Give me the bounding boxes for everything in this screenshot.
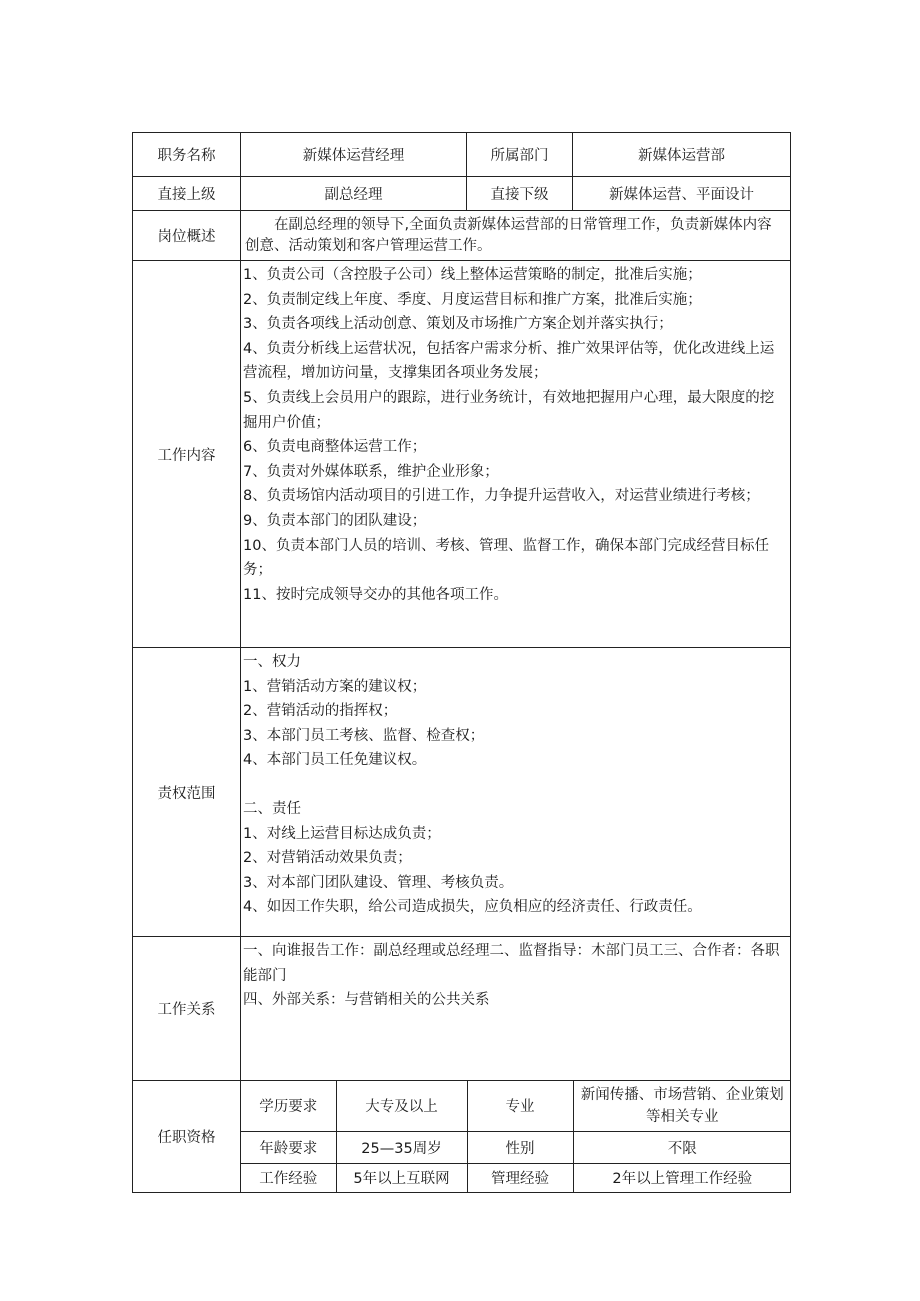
superior-label: 直接上级 <box>133 177 241 211</box>
experience-label: 工作经验 <box>241 1163 336 1192</box>
management-value: 2年以上管理工作经验 <box>612 1171 753 1188</box>
job-title-value: 新媒体运营经理 <box>241 133 467 177</box>
qualification-row <box>241 1081 791 1131</box>
power-item: 1、营销活动方案的建议权； <box>243 678 427 695</box>
duty-item: 1、负责公司（含控股子公司）线上整体运营策略的制定，批准后实施； <box>243 267 702 283</box>
duty-item: 4、负责分析线上运营状况，包括客户需求分析、推广效果评估等，优化改进线上运营流程，增加访问量，支撑集团各项业务发展； <box>243 340 775 382</box>
qualifications-cell <box>241 1081 791 1193</box>
education-value: 大专及以上 <box>336 1081 467 1131</box>
relations-line: 四、外部关系：与营销相关的公共关系 <box>243 992 490 1009</box>
duty-item: 6、负责电商整体运营工作； <box>243 439 427 456</box>
spacer <box>243 773 786 797</box>
management-label: 管理经验 <box>467 1163 573 1192</box>
relations-line: 一、向谁报告工作：副总经理或总经理二、监督指导：木部门员工三、合作者：各职能部门 <box>243 943 780 984</box>
authority-label: 责权范围 <box>133 648 241 937</box>
job-description-table <box>132 132 791 1193</box>
duty-item: 11、按时完成领导交办的其他各项工作。 <box>243 586 508 603</box>
responsibility-item: 4、如因工作失职，给公司造成损失，应负相应的经济责任、行政责任。 <box>243 899 702 916</box>
qualification-row <box>241 1163 791 1192</box>
responsibility-item: 2、对营销活动效果负责； <box>243 850 412 867</box>
power-heading: 一、权力 <box>243 654 301 670</box>
row-superior-subordinate <box>133 177 791 211</box>
experience-value: 5年以上互联网 <box>336 1163 467 1192</box>
age-value: 25—35周岁 <box>336 1131 467 1163</box>
row-title-dept <box>133 133 791 177</box>
power-item: 2、营销活动的指挥权； <box>243 703 398 720</box>
duties-label: 工作内容 <box>133 261 241 648</box>
row-duties <box>133 261 791 648</box>
relations-label: 工作关系 <box>133 937 241 1081</box>
age-label: 年龄要求 <box>241 1131 336 1163</box>
gender-label: 性别 <box>467 1131 573 1163</box>
row-qualifications <box>133 1081 791 1193</box>
power-item: 3、本部门员工考核、监督、检查权； <box>243 727 485 744</box>
duties-list <box>241 261 791 648</box>
row-relations <box>133 937 791 1081</box>
row-overview <box>133 211 791 261</box>
duty-item: 5、负责线上会员用户的跟踪，进行业务统计，有效地把握用户心理，最大限度的挖掘用户价值； <box>243 389 775 431</box>
responsibility-item: 3、对本部门团队建设、管理、考核负责。 <box>243 874 514 891</box>
duty-item: 7、负责对外媒体联系，维护企业形象； <box>243 463 499 480</box>
qualifications-table <box>241 1081 791 1192</box>
superior-value: 副总经理 <box>241 177 467 211</box>
duty-item: 10、负责本部门人员的培训、考核、管理、监督工作，确保本部门完成经营目标任务； <box>243 537 769 579</box>
power-item: 4、本部门员工任免建议权。 <box>243 752 427 769</box>
duty-item: 2、负责制定线上年度、季度、月度运营目标和推广方案，批准后实施； <box>243 291 702 308</box>
job-title-label: 职务名称 <box>133 133 241 177</box>
responsibility-heading: 二、责任 <box>243 800 301 817</box>
duty-item: 9、负责本部门的团队建设； <box>243 512 427 529</box>
major-value: 新闻传播、市场营销、企业策划等相关专业 <box>573 1081 791 1131</box>
relations-content <box>241 937 791 1081</box>
duty-item: 3、负责各项线上活动创意、策划及市场推广方案企划并落实执行； <box>243 316 673 333</box>
job-description-document <box>132 132 790 1193</box>
authority-content <box>241 648 791 937</box>
qualifications-label: 任职资格 <box>133 1081 241 1193</box>
qualification-row <box>241 1131 791 1163</box>
gender-value: 不限 <box>573 1131 791 1163</box>
responsibility-item: 1、对线上运营目标达成负责； <box>243 825 441 842</box>
department-value: 新媒体运营部 <box>573 133 791 177</box>
duty-item: 8、负责场馆内活动项目的引进工作，力争提升运营收入，对运营业绩进行考核； <box>243 488 760 505</box>
subordinate-value: 新媒体运营、平面设计 <box>573 177 791 211</box>
education-label: 学历要求 <box>241 1081 336 1131</box>
overview-text: 在副总经理的领导下,全面负责新媒体运营部的日常管理工作，负责新媒体内容创意、活动策划和客户管理运营工作。 <box>241 211 791 261</box>
overview-label: 岗位概述 <box>133 211 241 261</box>
major-label: 专业 <box>467 1081 573 1131</box>
row-authority <box>133 648 791 937</box>
subordinate-label: 直接下级 <box>467 177 573 211</box>
department-label: 所属部门 <box>467 133 573 177</box>
